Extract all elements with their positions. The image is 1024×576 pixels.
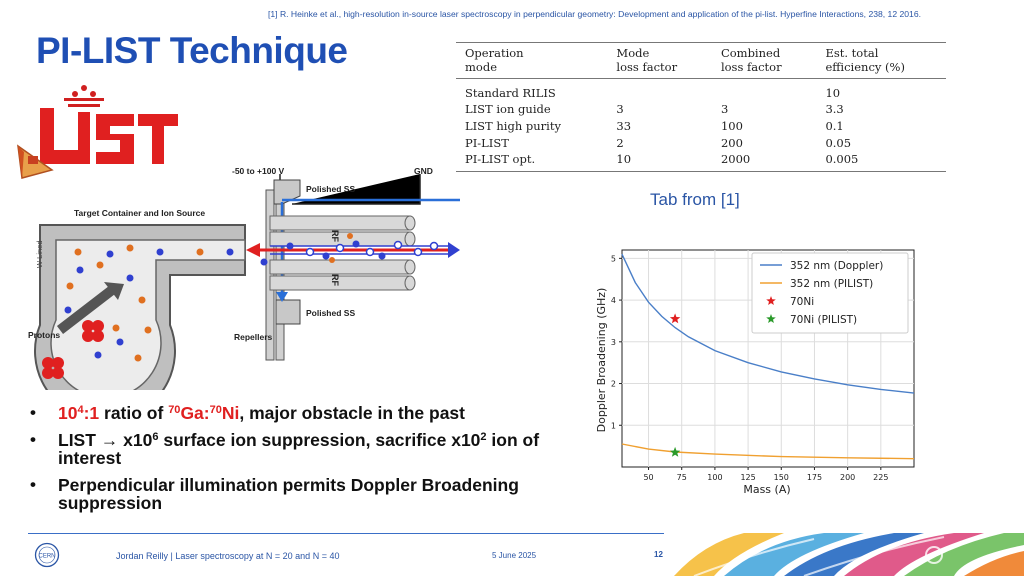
rf-bottom-label: RF — [330, 274, 340, 286]
x-tick-label: 200 — [839, 473, 856, 482]
bullet-text: :1 — [83, 403, 100, 423]
bullet-text: Perpendicular illumination permits Doppler Broadening suppression — [58, 475, 519, 513]
table-header: efficiency (%) — [816, 60, 946, 79]
reference-citation: [1] R. Heinke et al., high-resolution in-source laser spectroscopy in perpendicular geometry: Development and application of the pi-list. Hyperfine Interactions, 238, 12 2016. — [268, 9, 922, 19]
protons-label: Protons — [28, 330, 61, 340]
table-cell: 100 — [720, 119, 743, 133]
bullet-list — [30, 404, 590, 521]
table-header: Mode — [607, 43, 712, 61]
table-cell — [607, 79, 712, 101]
target-container-label: Target Container and Ion Source — [74, 208, 206, 218]
x-tick-label: 75 — [676, 473, 687, 482]
polished-ss-bottom-label: Polished SS — [306, 308, 356, 318]
table-row — [456, 152, 946, 172]
table-row — [456, 101, 946, 118]
bullet-text: Ga: — [180, 403, 210, 423]
table-cell: 33 — [616, 119, 632, 133]
bullet-text: Ni — [221, 403, 240, 423]
legend-label: 352 nm (PILIST) — [790, 278, 874, 290]
x-tick-label: 50 — [643, 473, 654, 482]
bullet-text: , major obstacle in the past — [239, 403, 465, 423]
bullet-text: ratio of — [99, 403, 169, 423]
legend-label: 70Ni — [790, 296, 815, 308]
rf-top-label: RF — [330, 230, 340, 242]
bullet-sup: 2 — [480, 431, 487, 443]
pilist-diagram — [20, 160, 460, 390]
footer-date: 5 June 2025 — [492, 551, 537, 560]
bullet-text: LIST → x10 — [58, 430, 153, 450]
table-cell: 0.1 — [825, 119, 844, 133]
x-tick-label: 100 — [707, 473, 723, 482]
table-caption: Tab from [1] — [650, 190, 740, 209]
y-tick-label: 1 — [610, 421, 616, 431]
repellers-label: Repellers — [234, 332, 273, 342]
table-cell: 3 — [616, 102, 624, 116]
footer-text: Jordan Reilly | Laser spectroscopy at N = 20 and N = 40 — [116, 551, 340, 561]
bullet-list-suppression — [30, 431, 590, 467]
table-header: Est. total — [816, 43, 946, 61]
y-axis-label: Doppler Broadening (GHz) — [595, 287, 608, 433]
table-header: Operation — [456, 43, 607, 61]
table-cell: LIST ion guide — [465, 102, 551, 116]
table-header: loss factor — [607, 60, 712, 79]
slide-title: PI-LIST Technique — [36, 30, 348, 71]
table-cell: 2 — [616, 136, 624, 150]
bullet-sup: 70 — [209, 404, 222, 416]
bullet-sup: 6 — [152, 431, 159, 443]
table-cell: 0.05 — [825, 136, 852, 150]
cern-logo-icon — [34, 542, 60, 568]
voltage-label: -50 to +100 V — [232, 166, 285, 176]
polished-ss-top-label: Polished SS — [306, 184, 356, 194]
bullet-text: 10 — [58, 403, 78, 423]
table-cell: PI-LIST — [465, 136, 509, 150]
y-tick-label: 4 — [610, 296, 616, 306]
table-cell — [712, 79, 817, 101]
w-lined-label: W Lined — [35, 240, 44, 268]
y-tick-label: 3 — [610, 337, 616, 347]
bullet-text: ion of interest — [58, 430, 540, 468]
bullet-sup: 4 — [77, 404, 84, 416]
efficiency-table — [456, 42, 946, 172]
table-cell: 3 — [720, 102, 729, 116]
table-cell: 2000 — [712, 152, 817, 172]
table-row — [456, 135, 946, 152]
y-tick-label: 5 — [610, 254, 616, 264]
bullet-sup: 70 — [168, 404, 181, 416]
table-header: Combined — [712, 43, 817, 61]
bullet-perpendicular — [30, 476, 590, 512]
x-tick-label: 175 — [806, 473, 823, 482]
x-tick-label: 125 — [740, 473, 756, 482]
bullet-ratio — [30, 404, 590, 422]
legend-label: 352 nm (Doppler) — [790, 260, 884, 272]
cern-logo-text: CERN — [38, 553, 56, 560]
page-number: 12 — [654, 550, 663, 559]
table-header: mode — [456, 60, 607, 79]
table-cell: 200 — [720, 136, 743, 150]
y-tick-label: 2 — [610, 379, 616, 389]
table-cell: 10 — [607, 152, 712, 172]
table-cell: LIST high purity — [465, 119, 561, 133]
table-cell: Standard RILIS — [465, 85, 556, 100]
table-header: loss factor — [712, 60, 817, 79]
table-row — [456, 118, 946, 135]
doppler-broadening-chart — [592, 245, 922, 495]
table-cell: 0.005 — [816, 152, 946, 172]
table-cell: PI-LIST opt. — [456, 152, 607, 172]
x-axis-label: Mass (A) — [743, 483, 791, 495]
bullet-text: surface ion suppression, sacrifice x10 — [158, 430, 481, 450]
x-tick-label: 225 — [873, 473, 889, 482]
x-tick-label: 150 — [773, 473, 789, 482]
decorative-graphic — [664, 533, 1024, 576]
table-row — [456, 79, 946, 101]
table-cell: 3.3 — [825, 102, 844, 116]
legend-label: 70Ni (PILIST) — [790, 314, 858, 326]
table-cell: 10 — [825, 85, 841, 100]
chart-legend — [752, 253, 908, 333]
gnd-label: GND — [414, 166, 433, 176]
